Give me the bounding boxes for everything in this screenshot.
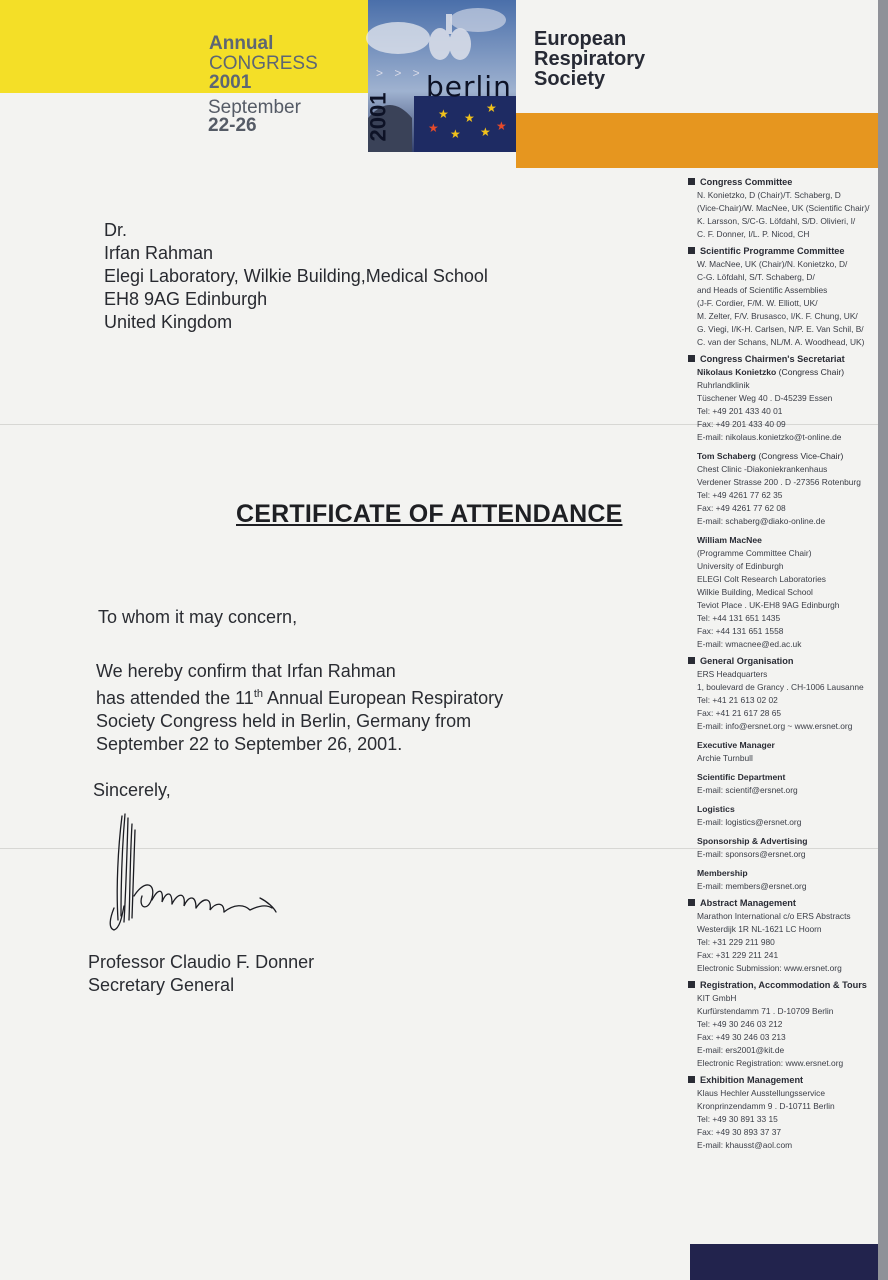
section-heading bbox=[688, 1074, 866, 1087]
sidebar-line: ERS Headquarters bbox=[697, 669, 768, 679]
sidebar-line: Westerdijk 1R NL-1621 LC Hoorn bbox=[697, 924, 822, 934]
svg-text:★: ★ bbox=[464, 111, 475, 125]
badge-city: berlin bbox=[426, 70, 512, 103]
sidebar-line: Ruhrlandklinik bbox=[697, 380, 750, 390]
sidebar-line: and Heads of Scientific Assemblies bbox=[697, 285, 828, 295]
sidebar-line: (J-F. Cordier, F/M. W. Elliott, UK/ bbox=[697, 298, 818, 308]
section-heading-text: Scientific Programme Committee bbox=[700, 246, 845, 256]
sidebar-line: 1, boulevard de Grancy . CH-1006 Lausanne bbox=[697, 682, 864, 692]
section-heading bbox=[688, 245, 866, 258]
section-heading-text: Abstract Management bbox=[700, 898, 796, 908]
sidebar-line: E-mail: info@ersnet.org ~ www.ersnet.org bbox=[697, 721, 853, 731]
bullet-square-icon bbox=[688, 178, 695, 185]
header-month: September bbox=[208, 97, 301, 118]
sidebar-line: Kurfürstendamm 71 . D-10709 Berlin bbox=[697, 1006, 834, 1016]
sidebar-line: Tel: +44 131 651 1435 bbox=[697, 613, 781, 623]
address-line: United Kingdom bbox=[104, 312, 233, 332]
sidebar-line: Tel: +31 229 211 980 bbox=[697, 937, 775, 947]
sidebar-line: C. F. Donner, I/L. P. Nicod, CH bbox=[697, 229, 810, 239]
contact-name: Nikolaus Konietzko bbox=[697, 367, 777, 377]
bullet-square-icon bbox=[688, 247, 695, 254]
subsection-heading: Sponsorship & Advertising bbox=[697, 836, 808, 846]
contact-name: William MacNee bbox=[697, 535, 762, 545]
sidebar-line: Marathon International c/o ERS Abstracts bbox=[697, 911, 851, 921]
sidebar-line: Chest Clinic -Diakoniekrankenhaus bbox=[697, 464, 828, 474]
svg-text:★: ★ bbox=[438, 107, 449, 121]
header-congress: CONGRESS bbox=[209, 53, 318, 74]
closing: Sincerely, bbox=[93, 780, 171, 800]
sidebar-line: Wilkie Building, Medical School bbox=[697, 587, 813, 597]
contact-name: Tom Schaberg bbox=[697, 451, 757, 461]
berlin-badge bbox=[365, 0, 516, 152]
sidebar-line: Fax: +41 21 617 28 65 bbox=[697, 708, 782, 718]
sidebar-line: Tel: +49 201 433 40 01 bbox=[697, 406, 783, 416]
sidebar-line: E-mail: wmacnee@ed.ac.uk bbox=[697, 639, 802, 649]
sidebar-line: E-mail: logistics@ersnet.org bbox=[697, 817, 802, 827]
sidebar-line: E-mail: ers2001@kit.de bbox=[697, 1045, 785, 1055]
svg-text:★: ★ bbox=[496, 119, 507, 133]
sidebar-line: K. Larsson, S/C-G. Löfdahl, S/D. Olivieri, I/ bbox=[697, 216, 856, 226]
ordinal-suffix: th bbox=[253, 688, 263, 700]
sidebar-line: Teviot Place . UK-EH8 9AG Edinburgh bbox=[697, 600, 840, 610]
header-orange-band bbox=[516, 113, 878, 168]
contact-person bbox=[688, 366, 866, 379]
svg-text:★: ★ bbox=[480, 125, 491, 139]
bullet-square-icon bbox=[688, 899, 695, 906]
sidebar-line: E-mail: members@ersnet.org bbox=[697, 881, 807, 891]
section-heading-text: Congress Committee bbox=[700, 177, 793, 187]
address-title: Dr. bbox=[104, 220, 128, 240]
signer-title: Secretary General bbox=[88, 975, 235, 995]
sidebar-line: Fax: +49 30 246 03 213 bbox=[697, 1032, 786, 1042]
sidebar-line: (Programme Committee Chair) bbox=[697, 548, 812, 558]
header-annual: Annual bbox=[209, 33, 274, 54]
sidebar-line: Fax: +31 229 211 241 bbox=[697, 950, 779, 960]
bullet-square-icon bbox=[688, 355, 695, 362]
sidebar-line: Fax: +44 131 651 1558 bbox=[697, 626, 784, 636]
sidebar-line: Klaus Hechler Ausstellungsservice bbox=[697, 1088, 826, 1098]
sidebar-line: E-mail: scientif@ersnet.org bbox=[697, 785, 798, 795]
sidebar-line: Tel: +49 30 246 03 212 bbox=[697, 1019, 783, 1029]
sidebar-line: C. van der Schans, NL/M. A. Woodhead, UK) bbox=[697, 337, 865, 347]
sidebar-general-organisation bbox=[688, 655, 866, 893]
badge-year: 2001 bbox=[365, 92, 391, 142]
sidebar-line: E-mail: khausst@aol.com bbox=[697, 1140, 793, 1150]
sidebar-line: E-mail: sponsors@ersnet.org bbox=[697, 849, 806, 859]
sidebar-line: N. Konietzko, D (Chair)/T. Schaberg, D bbox=[697, 190, 841, 200]
sidebar-line: (Vice-Chair)/W. MacNee, UK (Scientific Chair)/ bbox=[697, 203, 870, 213]
svg-text:★: ★ bbox=[428, 121, 439, 135]
signer-name: Professor Claudio F. Donner bbox=[88, 952, 315, 972]
sidebar-line: University of Edinburgh bbox=[697, 561, 784, 571]
sidebar-line: Kronprinzendamm 9 . D-10711 Berlin bbox=[697, 1101, 835, 1111]
sidebar-line: Fax: +49 201 433 40 09 bbox=[697, 419, 786, 429]
section-heading bbox=[688, 897, 866, 910]
society-name-line: European bbox=[534, 28, 627, 50]
subsection-heading: Membership bbox=[697, 868, 748, 878]
section-heading-text: Congress Chairmen's Secretariat bbox=[700, 354, 845, 364]
sidebar-line: Archie Turnbull bbox=[697, 753, 753, 763]
section-heading bbox=[688, 655, 866, 668]
bullet-square-icon bbox=[688, 981, 695, 988]
footer-dark-band bbox=[690, 1244, 878, 1280]
sidebar-line: Electronic Registration: www.ersnet.org bbox=[697, 1058, 844, 1068]
sidebar-line: E-mail: nikolaus.konietzko@t-online.de bbox=[697, 432, 842, 442]
sidebar-congress-committee bbox=[688, 176, 870, 241]
sidebar-secretariat bbox=[688, 353, 866, 651]
svg-text:★: ★ bbox=[450, 127, 461, 141]
sidebar-line: Tel: +49 4261 77 62 35 bbox=[697, 490, 783, 500]
body-text-fragment: Annual European Respiratory bbox=[263, 688, 504, 708]
society-name bbox=[534, 29, 645, 89]
sidebar-line: ELEGI Colt Research Laboratories bbox=[697, 574, 826, 584]
header-year: 2001 bbox=[209, 72, 252, 93]
section-heading-text: Registration, Accommodation & Tours bbox=[700, 980, 867, 990]
body-line bbox=[96, 683, 503, 710]
sidebar-line: E-mail: schaberg@diako-online.de bbox=[697, 516, 826, 526]
sidebar-line: Electronic Submission: www.ersnet.org bbox=[697, 963, 842, 973]
address-line: Elegi Laboratory, Wilkie Building,Medical School bbox=[104, 266, 488, 286]
contact-role: (Congress Chair) bbox=[776, 367, 845, 377]
contact-person bbox=[688, 450, 866, 463]
header-days: 22-26 bbox=[208, 115, 257, 136]
contact-role: (Congress Vice-Chair) bbox=[756, 451, 844, 461]
sidebar-line: Verdener Strasse 200 . D -27356 Rotenburg bbox=[697, 477, 861, 487]
certificate-title: CERTIFICATE OF ATTENDANCE bbox=[236, 500, 623, 528]
section-heading bbox=[688, 979, 866, 992]
section-heading bbox=[688, 176, 866, 189]
address-name: Irfan Rahman bbox=[104, 243, 214, 263]
signer-block bbox=[88, 951, 314, 997]
body-text-fragment: has attended the 11 bbox=[96, 688, 254, 708]
sidebar-line: Tüschener Weg 40 . D-45239 Essen bbox=[697, 393, 833, 403]
sidebar-line: Fax: +49 4261 77 62 08 bbox=[697, 503, 786, 513]
body-line: Society Congress held in Berlin, Germany from bbox=[96, 711, 472, 731]
society-name-line: Respiratory bbox=[534, 48, 646, 70]
bullet-square-icon bbox=[688, 657, 695, 664]
sidebar-line: Tel: +41 21 613 02 02 bbox=[697, 695, 778, 705]
sidebar-scientific-committee bbox=[688, 245, 866, 349]
sidebar-exhibition bbox=[688, 1074, 866, 1152]
sidebar-line: W. MacNee, UK (Chair)/N. Konietzko, D/ bbox=[697, 259, 848, 269]
badge-arrows: > > > bbox=[376, 66, 424, 80]
subsection-heading: Executive Manager bbox=[697, 740, 775, 750]
body-line: September 22 to September 26, 2001. bbox=[96, 734, 403, 754]
recipient-address bbox=[104, 219, 488, 334]
sidebar-line: G. Viegi, I/K-H. Carlsen, N/P. E. Van Schil, B/ bbox=[697, 324, 864, 334]
salutation: To whom it may concern, bbox=[98, 607, 298, 627]
section-heading-text: Exhibition Management bbox=[700, 1075, 804, 1085]
sidebar-line: KIT GmbH bbox=[697, 993, 737, 1003]
body-paragraph bbox=[96, 660, 503, 756]
sidebar-abstract-management bbox=[688, 897, 866, 975]
subsection-heading: Scientific Department bbox=[697, 772, 786, 782]
sidebar-line: Fax: +49 30 893 37 37 bbox=[697, 1127, 782, 1137]
section-heading-text: General Organisation bbox=[700, 656, 794, 666]
contact-sidebar bbox=[688, 176, 870, 1156]
header-yellow-band bbox=[0, 0, 368, 93]
bullet-square-icon bbox=[688, 1076, 695, 1083]
address-line: EH8 9AG Edinburgh bbox=[104, 289, 268, 309]
section-heading bbox=[688, 353, 866, 366]
sidebar-registration bbox=[688, 979, 866, 1070]
body-line: We hereby confirm that Irfan Rahman bbox=[96, 661, 396, 681]
sidebar-line: C-G. Löfdahl, S/T. Schaberg, D/ bbox=[697, 272, 815, 282]
svg-text:★: ★ bbox=[486, 101, 497, 115]
subsection-heading: Logistics bbox=[697, 804, 735, 814]
signature-image bbox=[100, 808, 285, 933]
society-name-line: Society bbox=[534, 68, 606, 90]
sidebar-line: Tel: +49 30 891 33 15 bbox=[697, 1114, 778, 1124]
sidebar-line: M. Zelter, F/V. Brusasco, I/K. F. Chung, UK/ bbox=[697, 311, 858, 321]
